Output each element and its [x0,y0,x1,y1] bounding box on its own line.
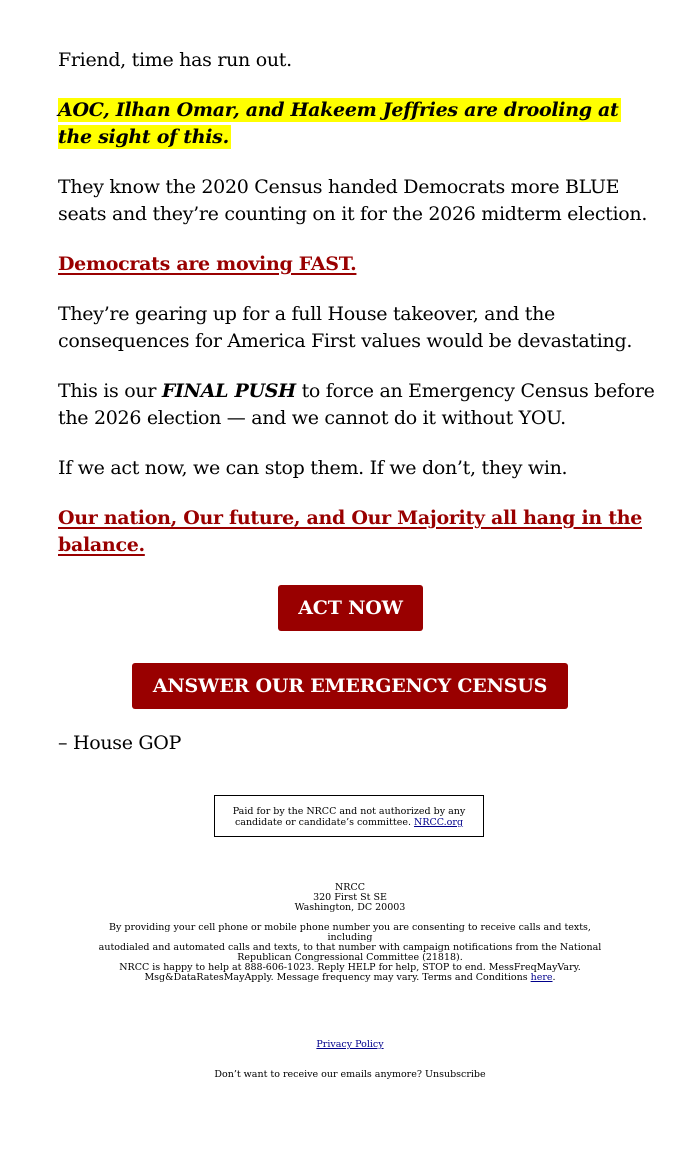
consent-line-2: autodialed and automated calls and texts, to that number with campaign notifications from the National [98,942,602,953]
disclaimer-line-2: candidate or candidate’s committee. [234,817,414,828]
help-line-2-end: . [552,972,556,983]
highlight-line-2: the sight of this. [58,126,229,148]
consent-line-3: Republican Congressional Committee (21818). [237,952,463,963]
takeover-paragraph [58,301,658,355]
footer-city: Washington, DC 20003 [294,902,406,913]
final-push-line-2: the 2026 election — and we cannot do it without YOU. [58,407,566,429]
final-push-emphasis: FINAL PUSH [161,380,296,402]
majority-link-para [58,505,658,559]
highlight-line-1: AOC, Ilhan Omar, and Hakeem Jeffries are drooling at [58,99,619,121]
majority-link-line-2[interactable]: balance. [58,534,145,556]
act-now-paragraph: If we act now, we can stop them. If we don’t, they win. [58,457,568,479]
help-line-2: Msg&DataRatesMayApply. Message frequency may vary. Terms and Conditions [144,972,531,983]
democrats-moving-link[interactable]: Democrats are moving FAST. [58,253,357,275]
footer-street: 320 First St SE [313,892,387,903]
final-push-post: to force an Emergency Census before [295,380,655,402]
highlighted-statement [58,97,658,151]
nrcc-org-link[interactable]: NRCC.org [414,817,464,828]
consent-notice [90,923,610,963]
answer-census-button[interactable]: ANSWER OUR EMERGENCY CENSUS [132,663,568,709]
greeting-text: Friend, time has run out. [58,49,292,71]
help-notice [90,963,610,983]
takeover-line-2: consequences for America First values would be devastating. [58,330,633,352]
terms-here-link[interactable]: here [530,972,553,983]
final-push-pre: This is our [58,380,162,402]
census-paragraph [58,174,658,228]
privacy-row [90,1040,610,1050]
signature: – House GOP [58,732,182,754]
unsubscribe-text[interactable]: Don’t want to receive our emails anymore? Unsubscribe [214,1069,486,1080]
footer-org: NRCC [334,882,365,893]
final-push-paragraph [58,378,658,432]
act-now-button[interactable]: ACT NOW [278,585,423,631]
help-line-1: NRCC is happy to help at 888-606-1023. Reply HELP for help, STOP to end. MessFreqMayVary. [119,962,581,973]
consent-line-1: By providing your cell phone or mobile phone number you are consenting to receive calls and texts, including [109,922,591,943]
footer-address [90,883,610,913]
privacy-policy-link[interactable]: Privacy Policy [316,1039,384,1050]
census-paragraph-line-2: seats and they’re counting on it for the 2026 midterm election. [58,203,648,225]
democrats-link-para [58,251,658,278]
majority-link-line-1[interactable]: Our nation, Our future, and Our Majority all hang in the [58,507,643,529]
disclaimer-line-1: Paid for by the NRCC and not authorized by any [232,806,466,817]
takeover-line-1: They’re gearing up for a full House takeover, and the [58,303,555,325]
paid-for-disclaimer [214,795,484,837]
census-paragraph-line-1: They know the 2020 Census handed Democrats more BLUE [58,176,620,198]
